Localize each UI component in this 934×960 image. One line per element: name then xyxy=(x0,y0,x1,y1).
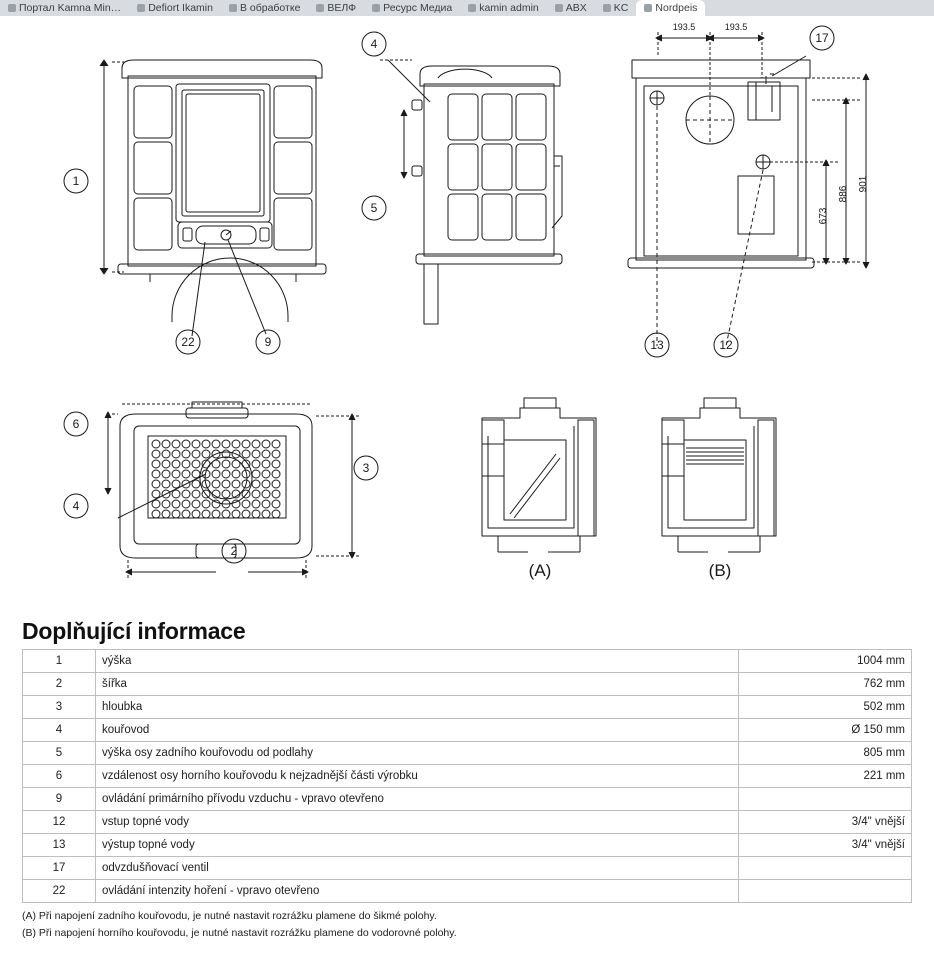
balloon-label-1: 1 xyxy=(72,174,80,188)
row-value: Ø 150 mm xyxy=(739,719,912,742)
browser-tab[interactable] xyxy=(0,0,129,16)
dim-193-5-left: 193.5 xyxy=(672,22,696,32)
dim-901: 901 xyxy=(858,175,869,193)
balloon-label-5: 5 xyxy=(370,201,378,215)
section-label-a: (A) xyxy=(528,561,552,580)
table-row xyxy=(23,696,912,719)
footnote-b: (B) Při napojení horního kouřovodu, je nutné nastavit rozrážku plamene do vodorovné polohy. xyxy=(22,927,457,939)
footnote-a: (A) Při napojení zadního kouřovodu, je nutné nastavit rozrážku plamene do šikmé polohy. xyxy=(22,910,437,922)
tab-label: Nordpeis xyxy=(655,2,698,14)
row-number: 2 xyxy=(23,673,96,696)
favicon-icon xyxy=(555,4,563,12)
table-row xyxy=(23,719,912,742)
tab-list xyxy=(0,0,934,16)
balloon-label-3: 3 xyxy=(362,461,370,475)
row-number: 13 xyxy=(23,834,96,857)
row-number: 12 xyxy=(23,811,96,834)
browser-tab[interactable] xyxy=(221,0,308,16)
row-number: 22 xyxy=(23,880,96,903)
tab-label: kamin admin xyxy=(479,2,539,14)
table-row xyxy=(23,673,912,696)
section-a xyxy=(482,398,596,552)
dim-193-5-right: 193.5 xyxy=(724,22,748,32)
rear-right-dimensions xyxy=(770,74,869,268)
table-row xyxy=(23,765,912,788)
favicon-icon xyxy=(644,4,652,12)
dim-673: 673 xyxy=(818,207,829,225)
row-number: 3 xyxy=(23,696,96,719)
row-number: 5 xyxy=(23,742,96,765)
row-description: hloubka xyxy=(96,696,739,719)
favicon-icon xyxy=(8,4,16,12)
row-value: 805 mm xyxy=(739,742,912,765)
row-value: 221 mm xyxy=(739,765,912,788)
favicon-icon xyxy=(316,4,324,12)
row-value: 3/4" vnější xyxy=(739,811,912,834)
top-view xyxy=(118,402,312,558)
browser-tab-strip xyxy=(0,0,934,16)
technical-drawing xyxy=(0,16,934,610)
drawing-canvas xyxy=(0,16,934,610)
row-description: vstup topné vody xyxy=(96,811,739,834)
row-number: 1 xyxy=(23,650,96,673)
footnotes xyxy=(22,908,912,942)
table-row xyxy=(23,880,912,903)
tab-label: В обработке xyxy=(239,2,301,14)
side-view xyxy=(380,60,562,324)
balloon-label-4a: 4 xyxy=(370,37,378,51)
row-value: 502 mm xyxy=(739,696,912,719)
favicon-icon xyxy=(468,4,476,12)
section-b xyxy=(662,398,776,552)
row-description: výstup topné vody xyxy=(96,834,739,857)
browser-tab[interactable] xyxy=(460,0,547,16)
front-leaders xyxy=(192,240,266,336)
row-value: 3/4" vnější xyxy=(739,834,912,857)
balloon-label-17: 17 xyxy=(815,31,829,45)
grille-pattern xyxy=(152,440,280,518)
browser-tab[interactable] xyxy=(308,0,364,16)
balloon-label-6: 6 xyxy=(72,417,80,431)
row-description: výška osy zadního kouřovodu od podlahy xyxy=(96,742,739,765)
section-label-b: (B) xyxy=(708,561,732,580)
balloon-label-4b: 4 xyxy=(72,499,80,513)
rear-view xyxy=(628,56,814,346)
favicon-icon xyxy=(603,4,611,12)
front-height-dimension xyxy=(100,60,124,274)
balloon-label-2: 2 xyxy=(230,544,238,558)
row-value: 1004 mm xyxy=(739,650,912,673)
tab-label: Defiort Ikamin xyxy=(148,2,213,14)
row-value xyxy=(739,788,912,811)
tab-label: Портал Kamnа Min… xyxy=(19,2,122,14)
tab-label: ВЕЛФ xyxy=(327,2,357,14)
table-row xyxy=(23,650,912,673)
dim-886: 886 xyxy=(838,185,849,203)
tab-label: ABX xyxy=(565,2,587,14)
table-row xyxy=(23,857,912,880)
balloon-label-12: 12 xyxy=(719,338,733,352)
balloon-label-9: 9 xyxy=(264,335,272,349)
row-value xyxy=(739,880,912,903)
row-description: odvzdušňovací ventil xyxy=(96,857,739,880)
front-view xyxy=(118,60,326,322)
row-number: 6 xyxy=(23,765,96,788)
table-row xyxy=(23,788,912,811)
tab-label: Ресурс Медиа xyxy=(383,2,453,14)
favicon-icon xyxy=(137,4,145,12)
tab-label: KC xyxy=(613,2,629,14)
browser-tab[interactable] xyxy=(595,0,637,16)
row-description: ovládání primárního přívodu vzduchu - vpravo otevřeno xyxy=(96,788,739,811)
table-row xyxy=(23,811,912,834)
additional-information-table xyxy=(22,649,912,903)
browser-tab-active[interactable] xyxy=(636,0,705,16)
row-description: kouřovod xyxy=(96,719,739,742)
row-description: šířka xyxy=(96,673,739,696)
browser-tab[interactable] xyxy=(129,0,221,16)
row-number: 9 xyxy=(23,788,96,811)
table-row xyxy=(23,742,912,765)
row-description: výška xyxy=(96,650,739,673)
browser-tab[interactable] xyxy=(547,0,595,16)
row-value xyxy=(739,857,912,880)
row-value: 762 mm xyxy=(739,673,912,696)
row-number: 17 xyxy=(23,857,96,880)
page-title: Doplňující informace xyxy=(22,618,246,644)
browser-tab[interactable] xyxy=(364,0,460,16)
table-row xyxy=(23,834,912,857)
balloon-label-22: 22 xyxy=(181,335,195,349)
favicon-icon xyxy=(229,4,237,12)
row-description: vzdálenost osy horního kouřovodu k nejzadnější části výrobku xyxy=(96,765,739,788)
drawing-labels xyxy=(73,22,869,580)
row-description: ovládání intenzity hoření - vpravo otevřeno xyxy=(96,880,739,903)
balloon-label-13: 13 xyxy=(650,338,664,352)
favicon-icon xyxy=(372,4,380,12)
row-number: 4 xyxy=(23,719,96,742)
